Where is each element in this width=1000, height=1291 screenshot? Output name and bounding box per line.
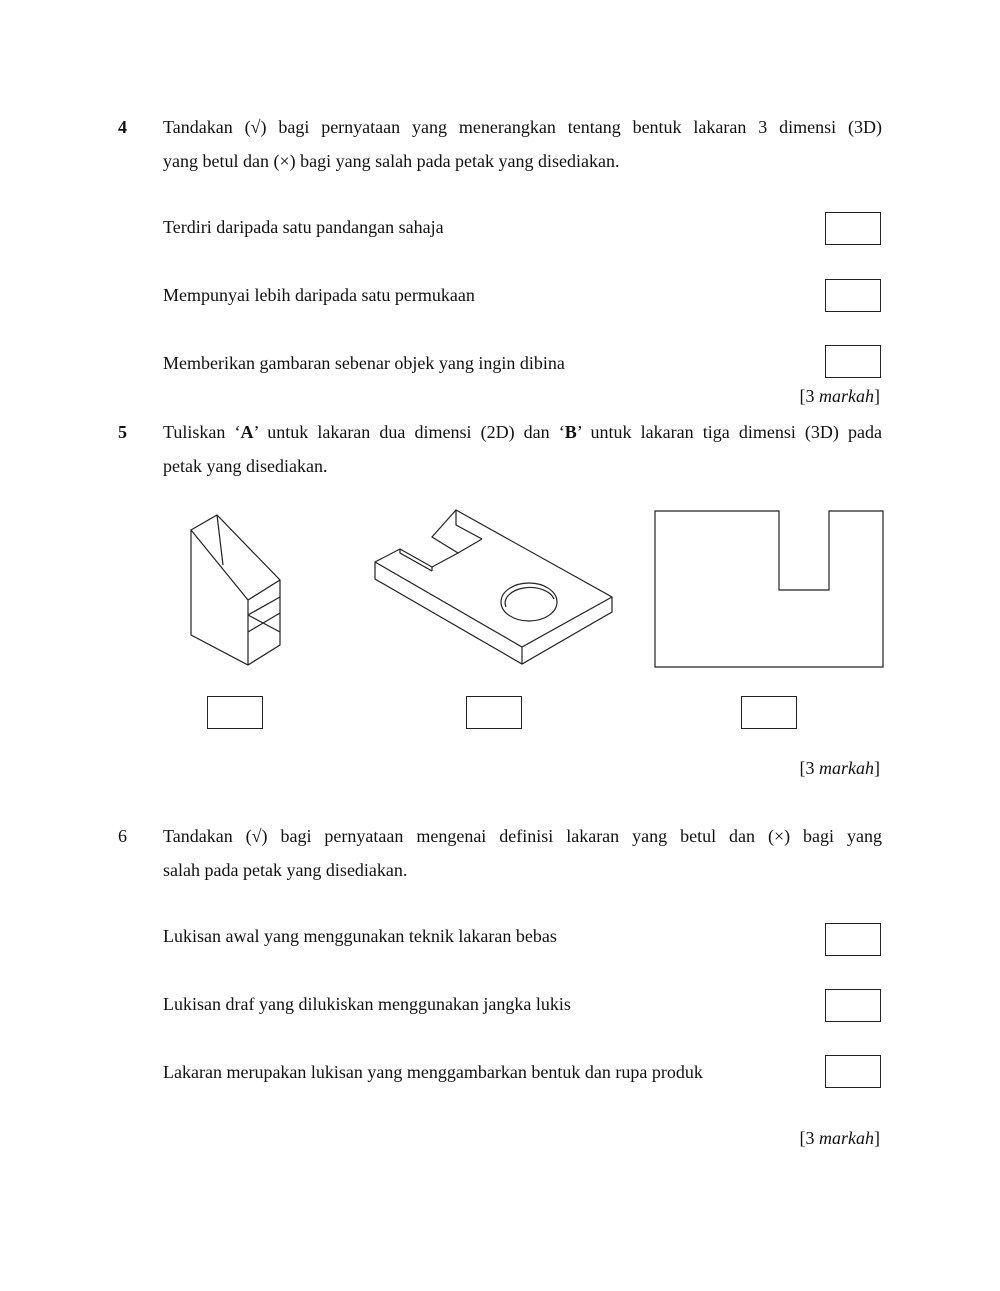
q6-instruction — [163, 819, 882, 887]
figure-u-notch-plate — [654, 510, 884, 670]
q6-instruction-line1: Tandakan (√) bagi pernyataan mengenai definisi lakaran yang betul dan (×) bagi yang — [163, 826, 882, 846]
q5-text-a: Tuliskan ‘ — [163, 422, 241, 442]
q4-answer-box-2[interactable] — [825, 279, 881, 312]
q5-marks-suffix: ] — [874, 758, 880, 778]
plate-notch-back — [458, 539, 482, 553]
q5-instruction-line2: petak yang disediakan. — [163, 456, 328, 476]
q6-answer-box-3[interactable] — [825, 1055, 881, 1088]
plate-top-edge — [375, 562, 612, 647]
q5-text-e: ’ untuk lakaran tiga dimensi (3D) pada — [576, 422, 882, 442]
q6-instruction-line2: salah pada petak yang disediakan. — [163, 860, 408, 880]
q4-marks — [800, 386, 881, 407]
q6-answer-box-1[interactable] — [825, 923, 881, 956]
q6-marks-prefix: [3 — [799, 1128, 819, 1148]
q4-answer-box-1[interactable] — [825, 212, 881, 245]
q4-answer-box-3[interactable] — [825, 345, 881, 378]
prism-edge-inner — [217, 515, 223, 565]
q4-statement-3: Memberikan gambaran sebenar objek yang ingin dibina — [163, 353, 565, 373]
q6-statement-1: Lukisan awal yang menggunakan teknik lakaran bebas — [163, 926, 557, 946]
q6-marks-suffix: ] — [874, 1128, 880, 1148]
prism-outline — [191, 515, 280, 665]
q5-number: 5 — [118, 422, 127, 442]
q4-marks-word: markah — [819, 386, 874, 406]
q4-statement-1: Terdiri daripada satu pandangan sahaja — [163, 217, 444, 237]
figure-slanted-prism — [185, 505, 285, 675]
q4-number: 4 — [118, 117, 127, 137]
q6-marks — [800, 1128, 881, 1149]
q5-marks — [800, 758, 881, 779]
q5-marks-word: markah — [819, 758, 874, 778]
q5-letter-a: A — [240, 422, 254, 442]
q5-instruction — [163, 415, 882, 483]
q6-statement-2: Lukisan draf yang dilukiskan menggunakan jangka lukis — [163, 994, 571, 1014]
q4-statement-2: Mempunyai lebih daripada satu permukaan — [163, 285, 475, 305]
q6-statement-3: Lakaran merupakan lukisan yang menggambarkan bentuk dan rupa produk — [163, 1062, 703, 1082]
q4-marks-prefix: [3 — [799, 386, 819, 406]
q5-marks-prefix: [3 — [799, 758, 819, 778]
q6-marks-word: markah — [819, 1128, 874, 1148]
prism-step-1 — [248, 597, 280, 615]
q4-instruction-line1: Tandakan (√) bagi pernyataan yang menerangkan tentang bentuk lakaran 3 dimensi (3D) — [163, 117, 882, 137]
q4-instruction — [163, 110, 882, 178]
u-plate-outline — [655, 511, 883, 667]
plate-hole-outer — [501, 583, 557, 621]
q5-text-c: ’ untuk lakaran dua dimensi (2D) dan ‘ — [253, 422, 565, 442]
q5-answer-box-1[interactable] — [207, 696, 263, 729]
q5-letter-b: B — [564, 422, 577, 442]
q4-marks-suffix: ] — [874, 386, 880, 406]
prism-edge-top — [248, 580, 280, 600]
q4-instruction-line2: yang betul dan (×) bagi yang salah pada petak yang disediakan. — [163, 151, 620, 171]
figure-plate-with-hole — [372, 507, 617, 672]
plate-hole-inner — [505, 587, 554, 607]
q6-number: 6 — [118, 826, 127, 846]
q5-instruction-line1 — [163, 415, 882, 449]
plate-outline — [375, 510, 612, 664]
q5-answer-box-3[interactable] — [741, 696, 797, 729]
q6-answer-box-2[interactable] — [825, 989, 881, 1022]
q5-answer-box-2[interactable] — [466, 696, 522, 729]
plate-notch-right — [456, 510, 482, 539]
